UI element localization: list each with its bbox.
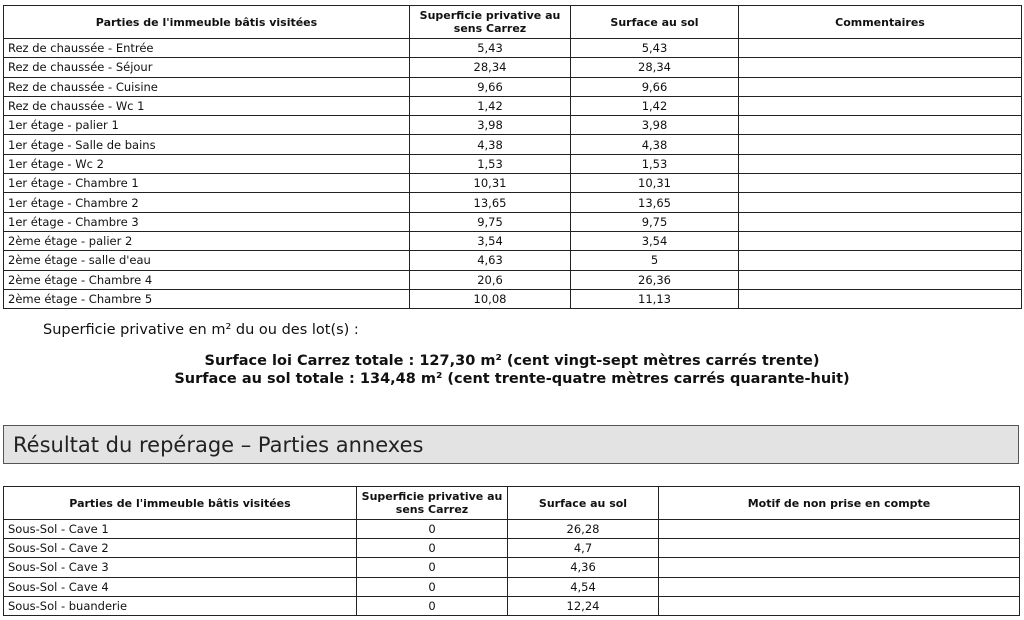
table-cell — [739, 77, 1022, 96]
section-title: Résultat du repérage – Parties annexes — [13, 433, 424, 457]
table-row — [4, 96, 1022, 115]
table-cell — [659, 520, 1020, 539]
table-cell — [739, 212, 1022, 231]
table-cell — [739, 231, 1022, 250]
table-cell: Rez de chaussée - Entrée — [4, 39, 410, 58]
table-cell — [739, 39, 1022, 58]
table-cell: 12,24 — [508, 596, 659, 615]
table-cell: 11,13 — [571, 289, 739, 308]
table-cell — [739, 135, 1022, 154]
totals-block — [0, 352, 1024, 388]
table-cell: 0 — [357, 596, 508, 615]
table-cell — [659, 596, 1020, 615]
table-cell: 9,75 — [410, 212, 571, 231]
col-header-commentaires: Commentaires — [739, 6, 1022, 39]
col-header-parties: Parties de l'immeuble bâtis visitées — [4, 487, 357, 520]
table-cell: 20,6 — [410, 270, 571, 289]
table-cell: Sous-Sol - Cave 2 — [4, 539, 357, 558]
table-cell: 1er étage - palier 1 — [4, 116, 410, 135]
table-cell: 1er étage - Chambre 1 — [4, 174, 410, 193]
col-header-parties: Parties de l'immeuble bâtis visitées — [4, 6, 410, 39]
sol-total: Surface au sol totale : 134,48 m² (cent trente-quatre mètres carrés quarante-huit) — [174, 371, 850, 387]
table-header-row — [4, 6, 1022, 39]
table-header-row — [4, 487, 1020, 520]
table-cell — [659, 539, 1020, 558]
annex-table-body — [4, 520, 1020, 616]
table-cell: 28,34 — [571, 58, 739, 77]
table-cell: Sous-Sol - buanderie — [4, 596, 357, 615]
table-cell: 4,36 — [508, 558, 659, 577]
table-row — [4, 558, 1020, 577]
col-header-carrez: Superficie privative au sens Carrez — [357, 487, 508, 520]
table-row — [4, 116, 1022, 135]
table-cell: 13,65 — [571, 193, 739, 212]
table-cell: 26,36 — [571, 270, 739, 289]
col-header-carrez: Superficie privative au sens Carrez — [410, 6, 571, 39]
table-cell: 0 — [357, 558, 508, 577]
table-cell: Sous-Sol - Cave 4 — [4, 577, 357, 596]
table-cell — [739, 251, 1022, 270]
carrez-total: Surface loi Carrez totale : 127,30 m² (cent vingt-sept mètres carrés trente) — [204, 353, 820, 369]
table-cell: 4,38 — [410, 135, 571, 154]
table-cell: 1,42 — [571, 96, 739, 115]
table-cell: 1er étage - Chambre 3 — [4, 212, 410, 231]
table-cell: 28,34 — [410, 58, 571, 77]
table-cell: 0 — [357, 539, 508, 558]
table-row — [4, 77, 1022, 96]
surface-table — [3, 5, 1022, 309]
table-cell: 1er étage - Salle de bains — [4, 135, 410, 154]
table-cell — [739, 174, 1022, 193]
table-row — [4, 58, 1022, 77]
table-cell: 13,65 — [410, 193, 571, 212]
table-cell: 9,66 — [571, 77, 739, 96]
table-cell: Sous-Sol - Cave 1 — [4, 520, 357, 539]
table-cell: 1er étage - Chambre 2 — [4, 193, 410, 212]
table-row — [4, 39, 1022, 58]
table-cell: 3,54 — [571, 231, 739, 250]
annex-table — [3, 486, 1020, 616]
table-cell: 4,63 — [410, 251, 571, 270]
table-cell: 4,54 — [508, 577, 659, 596]
surface-table-body — [4, 39, 1022, 309]
table-cell: Rez de chaussée - Séjour — [4, 58, 410, 77]
section-banner — [3, 425, 1019, 464]
table-cell: 1er étage - Wc 2 — [4, 154, 410, 173]
table-row — [4, 577, 1020, 596]
table-cell: 5,43 — [410, 39, 571, 58]
table-cell: 2ème étage - Chambre 5 — [4, 289, 410, 308]
table-cell: 5 — [571, 251, 739, 270]
table-cell — [739, 96, 1022, 115]
table-cell: Sous-Sol - Cave 3 — [4, 558, 357, 577]
col-header-sol: Surface au sol — [508, 487, 659, 520]
table-row — [4, 539, 1020, 558]
table-cell: 1,42 — [410, 96, 571, 115]
table-cell — [659, 577, 1020, 596]
table-cell — [659, 558, 1020, 577]
table-cell: 1,53 — [410, 154, 571, 173]
table-row — [4, 596, 1020, 615]
table-cell: 4,38 — [571, 135, 739, 154]
table-cell: 3,98 — [410, 116, 571, 135]
table-cell: 3,98 — [571, 116, 739, 135]
table-cell: 0 — [357, 520, 508, 539]
table-cell — [739, 289, 1022, 308]
table-cell — [739, 270, 1022, 289]
table-cell: Rez de chaussée - Cuisine — [4, 77, 410, 96]
table-cell: 1,53 — [571, 154, 739, 173]
table-cell: 2ème étage - palier 2 — [4, 231, 410, 250]
table-row — [4, 193, 1022, 212]
table-cell: 10,08 — [410, 289, 571, 308]
col-header-sol: Surface au sol — [571, 6, 739, 39]
table-cell: 26,28 — [508, 520, 659, 539]
table-row — [4, 270, 1022, 289]
table-cell: 2ème étage - salle d'eau — [4, 251, 410, 270]
table-row — [4, 135, 1022, 154]
table-cell — [739, 58, 1022, 77]
table-cell: 10,31 — [410, 174, 571, 193]
table-row — [4, 154, 1022, 173]
table-cell: 9,75 — [571, 212, 739, 231]
table-cell: 10,31 — [571, 174, 739, 193]
table-cell: 0 — [357, 577, 508, 596]
table-row — [4, 289, 1022, 308]
table-cell: 9,66 — [410, 77, 571, 96]
table-cell: Rez de chaussée - Wc 1 — [4, 96, 410, 115]
table-cell: 5,43 — [571, 39, 739, 58]
table-row — [4, 212, 1022, 231]
table-cell: 2ème étage - Chambre 4 — [4, 270, 410, 289]
table-cell — [739, 154, 1022, 173]
lot-surface-label: Superficie privative en m² du ou des lot(s) : — [43, 322, 359, 338]
table-row — [4, 520, 1020, 539]
table-cell: 4,7 — [508, 539, 659, 558]
table-cell — [739, 116, 1022, 135]
table-row — [4, 251, 1022, 270]
table-row — [4, 174, 1022, 193]
table-cell — [739, 193, 1022, 212]
table-row — [4, 231, 1022, 250]
col-header-motif: Motif de non prise en compte — [659, 487, 1020, 520]
table-cell: 3,54 — [410, 231, 571, 250]
